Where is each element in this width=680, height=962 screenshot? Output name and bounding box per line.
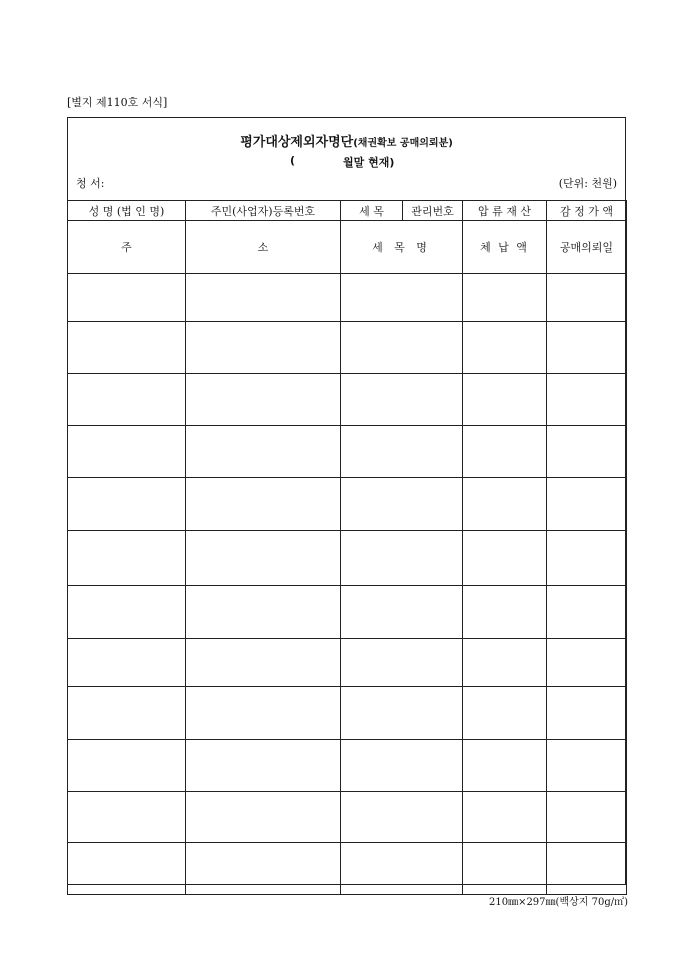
blank-reg-cell[interactable] bbox=[186, 426, 341, 478]
table-row bbox=[68, 531, 627, 586]
blank-prop-cell[interactable] bbox=[463, 531, 547, 586]
blank-name-cell[interactable] bbox=[68, 531, 186, 586]
blank-reg-cell[interactable] bbox=[186, 639, 341, 687]
blank-value-cell[interactable] bbox=[547, 687, 627, 740]
form-label: [별지 제110호 서식] bbox=[67, 96, 168, 109]
paper-spec: 210㎜×297㎜(백상지 70g/㎡) bbox=[488, 897, 628, 908]
blank-reg-cell[interactable] bbox=[186, 274, 341, 322]
title-main: 평가대상제외자명단 bbox=[240, 135, 354, 150]
blank-tax-cell[interactable] bbox=[341, 426, 463, 478]
blank-reg-cell[interactable] bbox=[186, 586, 341, 639]
header-reg-number: 주민(사업자)등록번호 bbox=[186, 201, 341, 221]
table-row bbox=[68, 478, 627, 531]
table-row bbox=[68, 639, 627, 687]
form-frame bbox=[67, 117, 626, 885]
blank-value-cell[interactable] bbox=[547, 843, 627, 895]
unit-label: (단위: 천원) bbox=[558, 177, 617, 190]
header-address-a: 주 bbox=[68, 221, 186, 274]
blank-tax-cell[interactable] bbox=[341, 740, 463, 792]
blank-tax-cell[interactable] bbox=[341, 639, 463, 687]
blank-name-cell[interactable] bbox=[68, 374, 186, 426]
blank-reg-cell[interactable] bbox=[186, 531, 341, 586]
table-row bbox=[68, 687, 627, 740]
table-row bbox=[68, 843, 627, 895]
blank-name-cell[interactable] bbox=[68, 639, 186, 687]
header-tax-item-name: 세 목 명 bbox=[341, 221, 463, 274]
blank-reg-cell[interactable] bbox=[186, 478, 341, 531]
blank-reg-cell[interactable] bbox=[186, 792, 341, 843]
blank-tax-cell[interactable] bbox=[341, 843, 463, 895]
blank-reg-cell[interactable] bbox=[186, 322, 341, 374]
office-label: 청 서: bbox=[76, 177, 105, 190]
blank-prop-cell[interactable] bbox=[463, 426, 547, 478]
blank-value-cell[interactable] bbox=[547, 792, 627, 843]
table-row bbox=[68, 792, 627, 843]
header-tax-item: 세 목 bbox=[341, 201, 403, 221]
blank-name-cell[interactable] bbox=[68, 274, 186, 322]
header-seized-property: 압 류 재 산 bbox=[463, 201, 547, 221]
blank-tax-cell[interactable] bbox=[341, 274, 463, 322]
header-name: 성 명 (법 인 명) bbox=[68, 201, 186, 221]
table-row bbox=[68, 322, 627, 374]
blank-name-cell[interactable] bbox=[68, 586, 186, 639]
header-arrears: 체 납 액 bbox=[463, 221, 547, 274]
blank-name-cell[interactable] bbox=[68, 687, 186, 740]
table-row bbox=[68, 740, 627, 792]
table-row bbox=[68, 426, 627, 478]
blank-value-cell[interactable] bbox=[547, 426, 627, 478]
blank-value-cell[interactable] bbox=[547, 374, 627, 426]
blank-tax-cell[interactable] bbox=[341, 792, 463, 843]
table-row bbox=[68, 586, 627, 639]
header-row-1 bbox=[68, 201, 627, 221]
blank-prop-cell[interactable] bbox=[463, 792, 547, 843]
form-title bbox=[68, 131, 625, 150]
blank-prop-cell[interactable] bbox=[463, 843, 547, 895]
blank-value-cell[interactable] bbox=[547, 322, 627, 374]
header-row-2 bbox=[68, 221, 627, 274]
blank-tax-cell[interactable] bbox=[341, 586, 463, 639]
header-appraised-value: 감 정 가 액 bbox=[547, 201, 627, 221]
header-mgmt-number: 관리번호 bbox=[403, 201, 463, 221]
table-row bbox=[68, 274, 627, 322]
blank-value-cell[interactable] bbox=[547, 639, 627, 687]
blank-name-cell[interactable] bbox=[68, 478, 186, 531]
blank-tax-cell[interactable] bbox=[341, 478, 463, 531]
blank-reg-cell[interactable] bbox=[186, 740, 341, 792]
table-row bbox=[68, 374, 627, 426]
blank-reg-cell[interactable] bbox=[186, 843, 341, 895]
blank-tax-cell[interactable] bbox=[341, 687, 463, 740]
blank-value-cell[interactable] bbox=[547, 531, 627, 586]
header-auction-date: 공매의뢰일 bbox=[547, 221, 627, 274]
blank-tax-cell[interactable] bbox=[341, 322, 463, 374]
blank-name-cell[interactable] bbox=[68, 740, 186, 792]
blank-prop-cell[interactable] bbox=[463, 687, 547, 740]
blank-prop-cell[interactable] bbox=[463, 740, 547, 792]
exclusion-table bbox=[67, 200, 627, 895]
blank-tax-cell[interactable] bbox=[341, 531, 463, 586]
subtitle-open: ( bbox=[290, 154, 296, 167]
blank-name-cell[interactable] bbox=[68, 322, 186, 374]
blank-prop-cell[interactable] bbox=[463, 639, 547, 687]
header-address-b: 소 bbox=[186, 221, 341, 274]
title-note: (채권확보 공매의뢰분) bbox=[353, 138, 453, 149]
blank-reg-cell[interactable] bbox=[186, 687, 341, 740]
blank-value-cell[interactable] bbox=[547, 478, 627, 531]
blank-prop-cell[interactable] bbox=[463, 478, 547, 531]
blank-value-cell[interactable] bbox=[547, 274, 627, 322]
subtitle-date: 월말 현재) bbox=[343, 156, 395, 169]
blank-value-cell[interactable] bbox=[547, 740, 627, 792]
blank-name-cell[interactable] bbox=[68, 843, 186, 895]
blank-tax-cell[interactable] bbox=[341, 374, 463, 426]
blank-name-cell[interactable] bbox=[68, 792, 186, 843]
blank-prop-cell[interactable] bbox=[463, 322, 547, 374]
blank-name-cell[interactable] bbox=[68, 426, 186, 478]
blank-reg-cell[interactable] bbox=[186, 374, 341, 426]
blank-value-cell[interactable] bbox=[547, 586, 627, 639]
blank-prop-cell[interactable] bbox=[463, 274, 547, 322]
blank-prop-cell[interactable] bbox=[463, 586, 547, 639]
blank-prop-cell[interactable] bbox=[463, 374, 547, 426]
